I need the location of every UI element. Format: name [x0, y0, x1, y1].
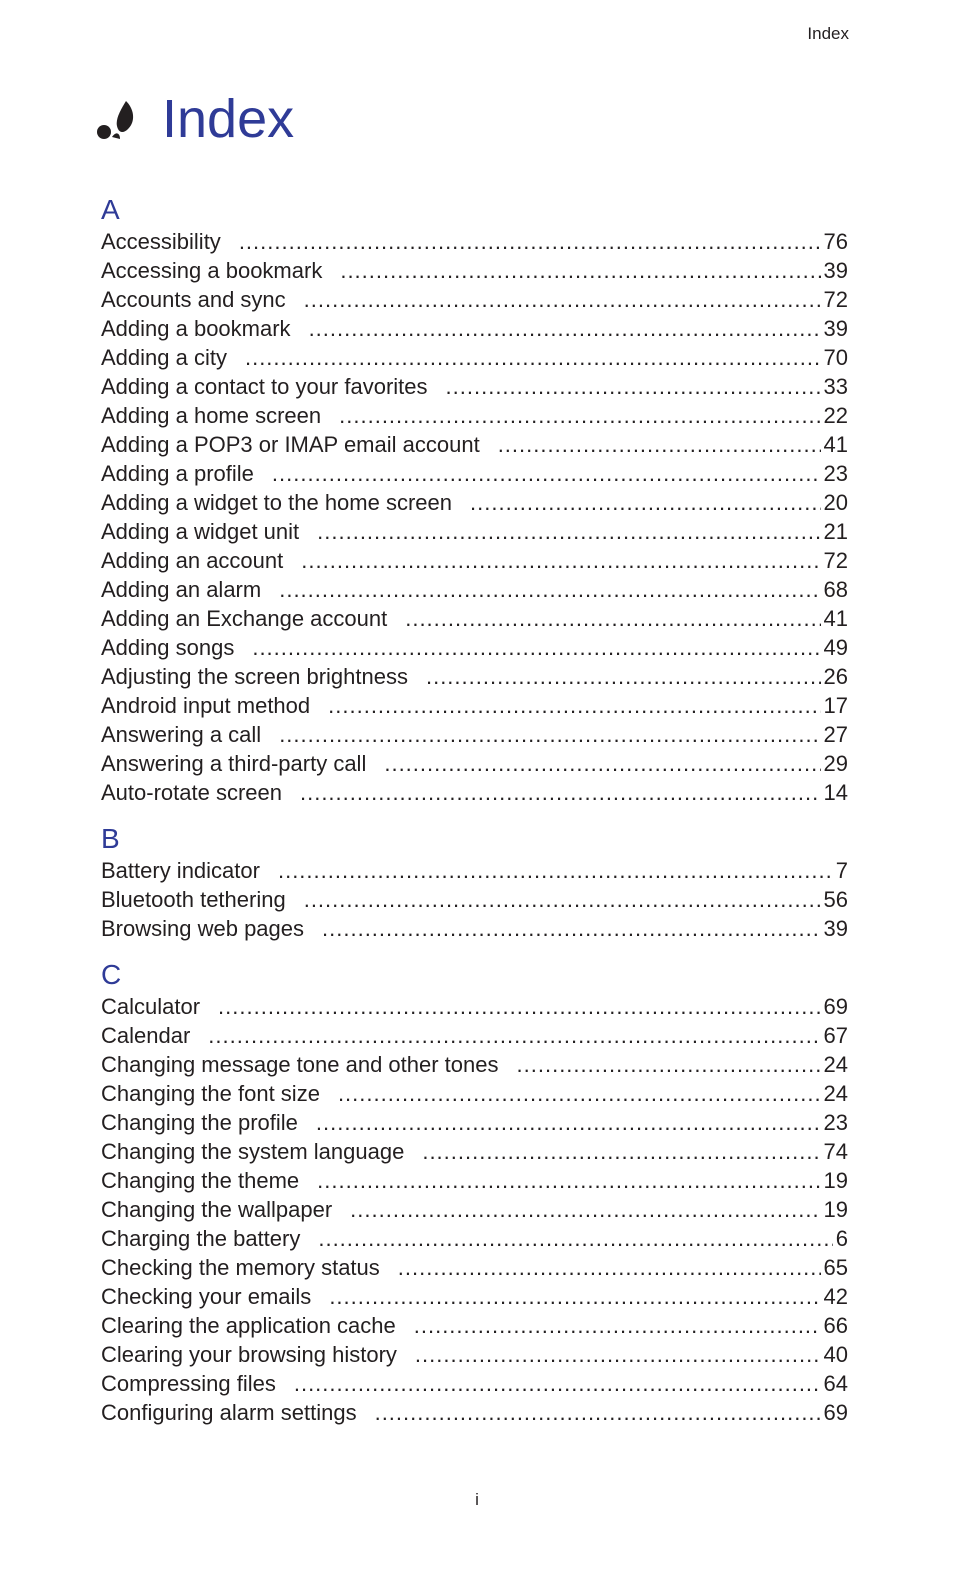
index-term: Adjusting the screen brightness — [101, 664, 408, 689]
page-number: i — [475, 1490, 479, 1509]
index-entry[interactable] — [101, 314, 848, 343]
dot-leader — [245, 343, 821, 372]
index-page-number: 72 — [823, 287, 848, 312]
index-term: Adding an alarm — [101, 577, 262, 602]
dot-leader — [470, 488, 821, 517]
index-page-number: 65 — [823, 1255, 848, 1280]
index-page-number: 56 — [823, 887, 848, 912]
index-term: Bluetooth tethering — [101, 887, 286, 912]
index-entry[interactable] — [101, 488, 848, 517]
index-entry[interactable] — [101, 401, 848, 430]
running-header: Index — [807, 24, 849, 43]
index-entry[interactable] — [101, 604, 848, 633]
index-term: Checking your emails — [101, 1284, 312, 1309]
index-section-c — [101, 958, 848, 1427]
index-page-number: 14 — [823, 780, 848, 805]
index-entry[interactable] — [101, 430, 848, 459]
dot-leader — [218, 992, 820, 1021]
index-term: Clearing the application cache — [101, 1313, 396, 1338]
index-term: Calendar — [101, 1023, 191, 1048]
index-entry[interactable] — [101, 285, 848, 314]
dot-leader — [279, 575, 820, 604]
index-entry[interactable] — [101, 1195, 848, 1224]
index-page-number: 41 — [823, 432, 848, 457]
index-page-number: 26 — [823, 664, 848, 689]
index-term: Adding a widget to the home screen — [101, 490, 453, 515]
index-entry[interactable] — [101, 459, 848, 488]
index-entry[interactable] — [101, 1282, 848, 1311]
dot-leader — [252, 633, 820, 662]
index-page-number: 70 — [823, 345, 848, 370]
index-page-number: 29 — [823, 751, 848, 776]
dot-leader — [278, 856, 833, 885]
dot-leader — [405, 604, 820, 633]
section-letter: C — [101, 959, 122, 990]
index-entry[interactable] — [101, 1398, 848, 1427]
dot-leader — [498, 430, 821, 459]
index-entry[interactable] — [101, 575, 848, 604]
index-page-number: 39 — [823, 316, 848, 341]
dot-leader — [309, 314, 821, 343]
dot-leader — [294, 1369, 821, 1398]
index-title-row — [94, 89, 295, 149]
dot-leader — [329, 1282, 820, 1311]
index-term: Adding a widget unit — [101, 519, 300, 544]
dot-leader — [318, 1224, 832, 1253]
index-page-number: 33 — [823, 374, 848, 399]
index-term: Changing the wallpaper — [101, 1197, 333, 1222]
dot-leader — [517, 1050, 821, 1079]
index-term: Checking the memory status — [101, 1255, 380, 1280]
index-page-number: 69 — [823, 1400, 848, 1425]
dot-leader — [322, 914, 821, 943]
dot-leader — [398, 1253, 821, 1282]
index-term: Adding a home screen — [101, 403, 322, 428]
index-term: Auto-rotate screen — [101, 780, 282, 805]
index-entry[interactable] — [101, 1253, 848, 1282]
index-page-number: 66 — [823, 1313, 848, 1338]
index-entry[interactable] — [101, 1050, 848, 1079]
index-term: Adding an account — [101, 548, 284, 573]
index-term: Adding songs — [101, 635, 235, 660]
index-term: Answering a third-party call — [101, 751, 367, 776]
index-term: Changing the font size — [101, 1081, 320, 1106]
dot-leader — [304, 285, 821, 314]
index-page-number: 22 — [823, 403, 848, 428]
index-page-number: 67 — [823, 1023, 848, 1048]
index-term: Android input method — [101, 693, 311, 718]
dot-leader — [272, 459, 821, 488]
index-section-b — [101, 822, 848, 943]
index-page-number: 21 — [823, 519, 848, 544]
index-entry[interactable] — [101, 546, 848, 575]
dot-leader — [208, 1021, 820, 1050]
index-entry[interactable] — [101, 1108, 848, 1137]
index-page-number: 42 — [823, 1284, 848, 1309]
dot-leader — [279, 720, 820, 749]
index-term: Configuring alarm settings — [101, 1400, 357, 1425]
index-page-number: 24 — [823, 1081, 848, 1106]
index-term: Accounts and sync — [101, 287, 286, 312]
index-entry[interactable] — [101, 1166, 848, 1195]
dot-leader — [239, 227, 821, 256]
index-entry[interactable] — [101, 662, 848, 691]
dot-leader — [316, 1108, 821, 1137]
dot-leader — [317, 517, 820, 546]
index-page-number: 23 — [823, 461, 848, 486]
dot-leader — [446, 372, 821, 401]
index-term: Changing the profile — [101, 1110, 298, 1135]
index-page-number: 23 — [823, 1110, 848, 1135]
index-entry[interactable] — [101, 633, 848, 662]
index-entry[interactable] — [101, 256, 848, 285]
index-page-number: 74 — [823, 1139, 848, 1164]
index-term: Adding a POP3 or IMAP email account — [101, 432, 480, 457]
index-entry[interactable] — [101, 227, 848, 256]
dot-leader — [340, 256, 820, 285]
section-letter: A — [101, 194, 120, 225]
index-entry[interactable] — [101, 720, 848, 749]
index-page-number: 7 — [835, 858, 848, 883]
dot-leader — [300, 778, 821, 807]
teardrop-bullet-icon — [94, 99, 138, 143]
dot-leader — [415, 1340, 821, 1369]
index-entry[interactable] — [101, 343, 848, 372]
index-term: Changing the system language — [101, 1139, 405, 1164]
index-term: Adding a city — [101, 345, 227, 370]
index-entry[interactable] — [101, 885, 848, 914]
dot-leader — [414, 1311, 821, 1340]
index-entry[interactable] — [101, 1137, 848, 1166]
page-title: Index — [162, 89, 295, 149]
dot-leader — [301, 546, 820, 575]
index-section-a — [101, 193, 848, 807]
dot-leader — [328, 691, 820, 720]
index-page-number: 72 — [823, 548, 848, 573]
index-page-number: 41 — [823, 606, 848, 631]
index-entry[interactable] — [101, 1224, 848, 1253]
index-page-number: 69 — [823, 994, 848, 1019]
dot-leader — [338, 1079, 821, 1108]
section-letter: B — [101, 823, 120, 854]
index-entry[interactable] — [101, 778, 848, 807]
index-entry[interactable] — [101, 749, 848, 778]
index-page-number: 19 — [823, 1197, 848, 1222]
index-entry[interactable] — [101, 1369, 848, 1398]
index-term: Clearing your browsing history — [101, 1342, 397, 1367]
index-term: Charging the battery — [101, 1226, 301, 1251]
index-term: Accessibility — [101, 229, 221, 254]
index-entry[interactable] — [101, 856, 848, 885]
index-term: Accessing a bookmark — [101, 258, 323, 283]
index-term: Compressing files — [101, 1371, 276, 1396]
index-page-number: 19 — [823, 1168, 848, 1193]
index-entry[interactable] — [101, 1079, 848, 1108]
index-term: Changing message tone and other tones — [101, 1052, 499, 1077]
index-entry[interactable] — [101, 372, 848, 401]
dot-leader — [339, 401, 820, 430]
index-entry[interactable] — [101, 914, 848, 943]
index-page-number: 68 — [823, 577, 848, 602]
index-term: Calculator — [101, 994, 201, 1019]
index-page-number: 6 — [835, 1226, 848, 1251]
dot-leader — [375, 1398, 821, 1427]
index-term: Adding an Exchange account — [101, 606, 388, 631]
index-term: Adding a bookmark — [101, 316, 291, 341]
index-page-number: 39 — [823, 916, 848, 941]
index-entry[interactable] — [101, 1021, 848, 1050]
index-entry[interactable] — [101, 1311, 848, 1340]
index-term: Browsing web pages — [101, 916, 305, 941]
index-entry[interactable] — [101, 992, 848, 1021]
index-entry[interactable] — [101, 517, 848, 546]
index-entry[interactable] — [101, 691, 848, 720]
index-term: Answering a call — [101, 722, 262, 747]
index-page-number: 20 — [823, 490, 848, 515]
index-entry[interactable] — [101, 1340, 848, 1369]
index-page-number: 27 — [823, 722, 848, 747]
index-page-number: 40 — [823, 1342, 848, 1367]
dot-leader — [350, 1195, 820, 1224]
index-page-number: 17 — [823, 693, 848, 718]
index-term: Battery indicator — [101, 858, 260, 883]
index-page-number: 24 — [823, 1052, 848, 1077]
index-term: Adding a profile — [101, 461, 254, 486]
index-list — [101, 193, 848, 1442]
dot-leader — [384, 749, 820, 778]
index-page-number: 64 — [823, 1371, 848, 1396]
index-term: Adding a contact to your favorites — [101, 374, 428, 399]
index-page-number: 76 — [823, 229, 848, 254]
dot-leader — [304, 885, 821, 914]
dot-leader — [422, 1137, 820, 1166]
dot-leader — [317, 1166, 820, 1195]
dot-leader — [426, 662, 821, 691]
index-term: Changing the theme — [101, 1168, 300, 1193]
index-page-number: 39 — [823, 258, 848, 283]
index-page-number: 49 — [823, 635, 848, 660]
